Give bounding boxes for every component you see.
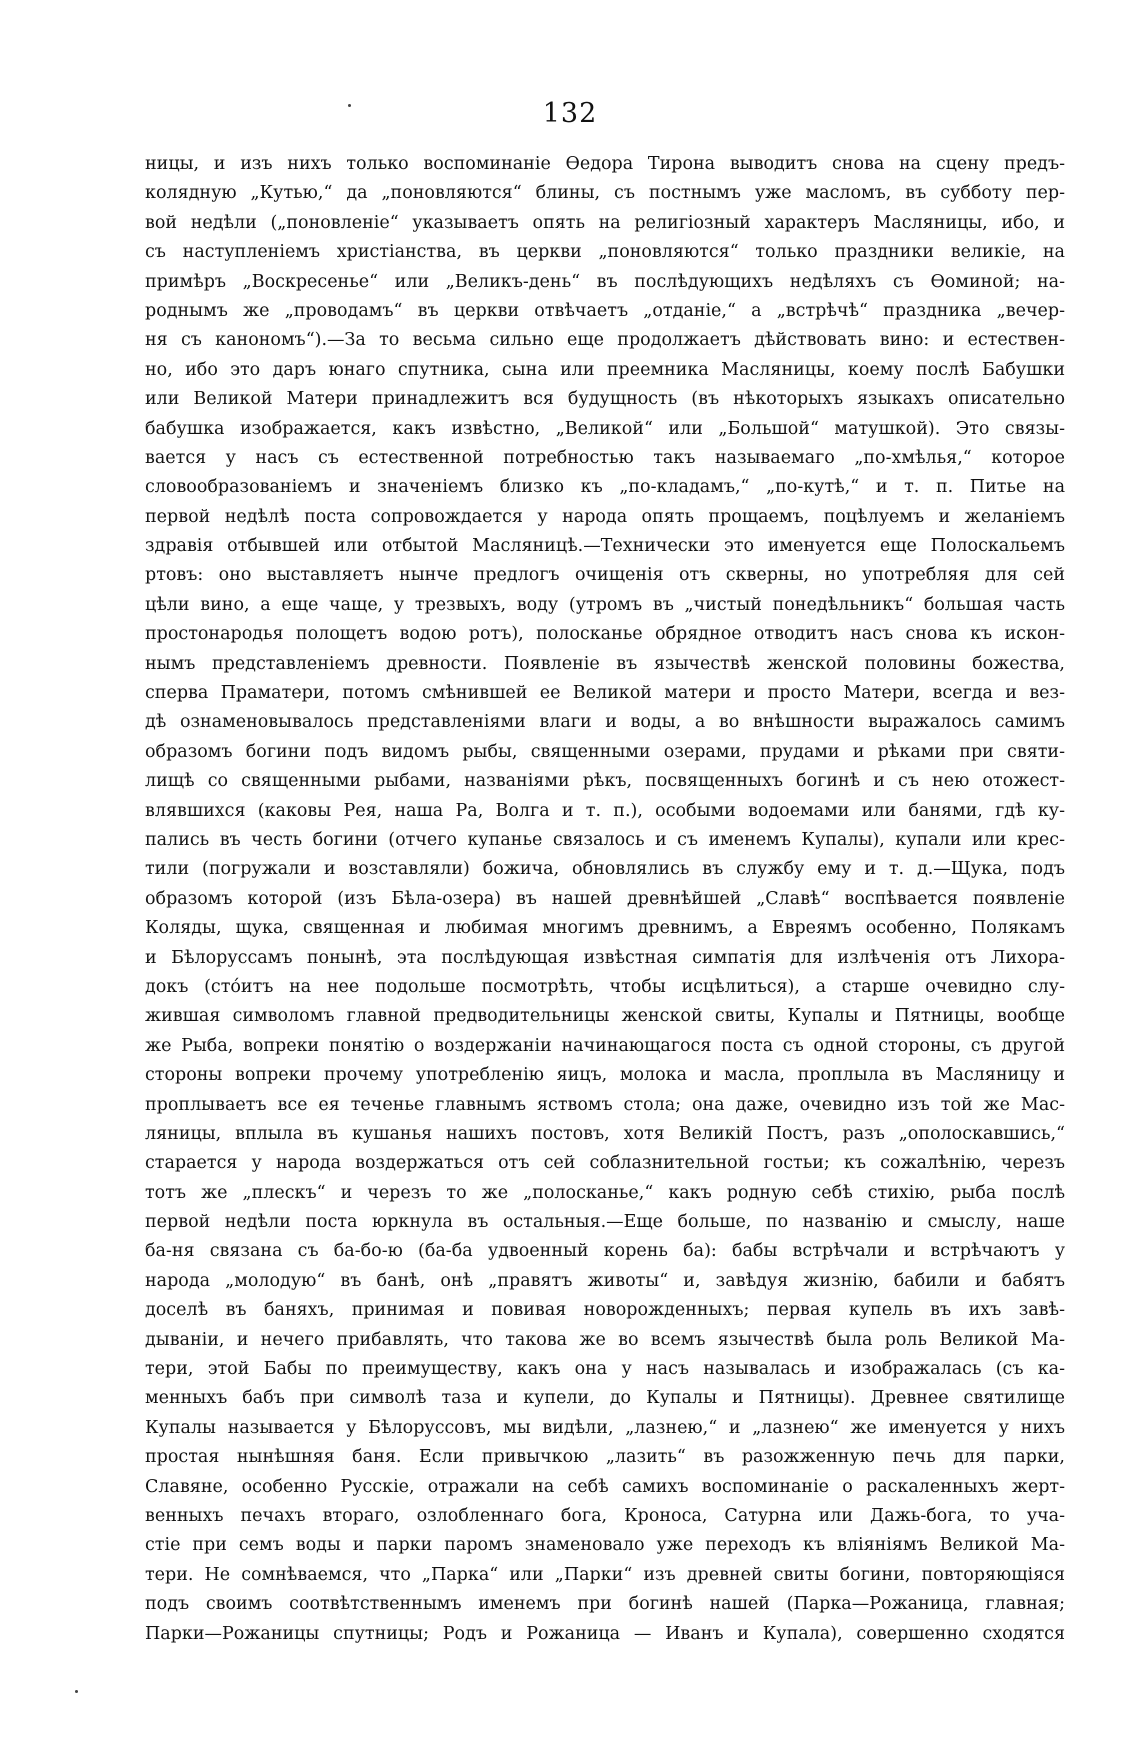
text-line: Коляды, щука, священная и любимая многимъ древнимъ, а Евреямъ особенно, Полякамъ [145,918,1065,939]
text-line: съ наступленіемъ христіанства, въ церкви „поновляются“ только праздники великіе, на [145,242,1065,263]
text-line: цѣли вино, а еще чаще, у трезвыхъ, воду (утромъ въ „чистый понедѣльникъ“ большая часть [145,594,1065,615]
text-line: старается у народа воздержаться отъ сей соблазнительной гостьи; къ сожалѣнію, черезъ [145,1153,1065,1174]
text-line: проплываетъ все ея теченье главнымъ яствомъ стола; она даже, очевидно изъ той же Мас- [145,1094,1065,1115]
text-line: вой недѣли („поновленіе“ указываетъ опять на религіозный характеръ Масляницы, ибо, и [145,212,1065,233]
text-line: подъ своимъ соотвѣтственнымъ именемъ при богинѣ нашей (Парка—Рожаница, главная; [145,1594,1065,1615]
scan-speck [75,1690,78,1693]
text-line: же Рыба, вопреки понятію о воздержаніи начинающагося поста съ одной стороны, съ другой [145,1035,1065,1056]
page-number: 132 [542,98,598,129]
text-line: примѣръ „Воскресенье“ или „Великъ-день“ въ послѣдующихъ недѣляхъ съ Ѳоминой; на- [145,271,1065,292]
text-line: Купалы называется у Бѣлоруссовъ, мы видѣли, „лазнею,“ и „лазнею“ же именуется у нихъ [145,1417,1065,1438]
text-line: тили (погружали и возставляли) божича, обновлялись въ службу ему и т. д.—Щука, подъ [145,859,1065,880]
text-line: тотъ же „плескъ“ и черезъ то же „полосканье,“ какъ родную себѣ стихію, рыба послѣ [145,1182,1065,1203]
text-line: колядную „Кутью,“ да „поновляются“ блины, съ постнымъ уже масломъ, въ субботу пер- [145,183,1065,204]
text-line: пались въ честь богини (отчего купанье связалось и съ именемъ Купалы), купали или крес- [145,829,1065,850]
text-line: лищѣ со священными рыбами, названіями рѣкъ, посвященныхъ богинѣ и съ нею отожест- [145,771,1065,792]
text-line: ба-ня связана съ ба-бо-ю (ба-ба удвоенный корень ба): бабы встрѣчали и встрѣчаютъ у [145,1241,1065,1262]
text-line: первой недѣлѣ поста сопровождается у народа опять прощаемъ, поцѣлуемъ и желаніемъ [145,506,1065,527]
text-line: влявшихся (каковы Рея, наша Ра, Волга и т. п.), особыми водоемами или банями, гдѣ ку- [145,800,1065,821]
text-line: первой недѣли поста юркнула въ остальныя.—Еще больше, по названію и смыслу, наше [145,1212,1065,1233]
text-line: ня съ канономъ“).—За то весьма сильно еще продолжаетъ дѣйствовать вино: и естествен- [145,330,1065,351]
text-line: простонародья полощетъ водою ротъ), полосканье обрядное отводитъ насъ снова къ искон- [145,624,1065,645]
text-line: Славяне, особенно Русскіе, отражали на себѣ самихъ воспоминаніе о раскаленныхъ жерт- [145,1476,1065,1497]
text-line: ртовъ: оно выставляетъ нынче предлогъ очищенія отъ скверны, но употребляя для сей [145,565,1065,586]
text-line: венныхъ печахъ втораго, озлобленнаго бога, Кроноса, Сатурна или Дажь-бога, то уча- [145,1505,1065,1526]
text-line: доселѣ въ баняхъ, принимая и повивая новорожденныхъ; первая купель въ ихъ завѣ- [145,1300,1065,1321]
text-line: тери, этой Бабы по преимуществу, какъ она у насъ называлась и изображалась (съ ка- [145,1359,1065,1380]
text-line: стороны вопреки прочему употребленію яицъ, молока и масла, проплыла въ Масляницу и [145,1065,1065,1086]
text-line: ляницы, вплыла въ кушанья нашихъ постовъ, хотя Великій Постъ, разъ „ополоскавшись,“ [145,1123,1065,1144]
text-line: дѣ ознаменовывалось представленіями влаги и воды, а во внѣшности выражалось самимъ [145,712,1065,733]
text-line: тери. Не сомнѣваемся, что „Парка“ или „Парки“ изъ древней свиты богини, повторяющіяся [145,1564,1065,1585]
text-line: стіе при семъ воды и парки паромъ знаменовало уже переходъ къ вліяніямъ Великой Ма- [145,1535,1065,1556]
text-line: Парки—Рожаницы спутницы; Родъ и Рожаница — Иванъ и Купала), совершенно сходятся [145,1623,1065,1644]
body-text [145,150,1065,1649]
text-line: народа „молодую“ въ банѣ, онѣ „правятъ животы“ и, завѣдуя жизнію, бабили и бабятъ [145,1270,1065,1291]
scan-speck [348,104,351,107]
text-line: роднымъ же „проводамъ“ въ церкви отвѣчаетъ „отданіе,“ а „встрѣчѣ“ праздника „вечер- [145,300,1065,321]
text-line: простая нынѣшняя баня. Если привычкою „лазить“ въ разожженную печь для парки, [145,1447,1065,1468]
text-line: дываніи, и нечего прибавлять, что такова же во всемъ язычествѣ была роль Великой Ма- [145,1329,1065,1350]
text-line: менныхъ бабъ при символѣ таза и купели, до Купалы и Пятницы). Древнее святилище [145,1388,1065,1409]
text-line: или Великой Матери принадлежитъ вся будущность (въ нѣкоторыхъ языкахъ описательно [145,389,1065,410]
text-line: образомъ которой (изъ Бѣла-озера) въ нашей древнѣйшей „Славѣ“ воспѣвается появленіе [145,888,1065,909]
text-line: и Бѣлоруссамъ понынѣ, эта послѣдующая извѣстная симпатія для излѣченія отъ Лихора- [145,947,1065,968]
text-line: здравія отбывшей или отбытой Масляницѣ.—Технически это именуется еще Полоскальемъ [145,536,1065,557]
text-line: словообразованіемъ и значеніемъ близко къ „по-кладамъ,“ „по-кутѣ,“ и т. п. Питье на [145,477,1065,498]
text-line: ницы, и изъ нихъ только воспоминаніе Ѳедора Тирона выводитъ снова на сцену предъ- [145,154,1065,174]
text-line: бабушка изображается, какъ извѣстно, „Великой“ или „Большой“ матушкой). Это связы- [145,418,1065,439]
text-line: нымъ представленіемъ древности. Появленіе въ язычествѣ женской половины божества, [145,653,1065,674]
text-line: сперва Праматери, потомъ смѣнившей ее Великой матери и просто Матери, всегда и вез- [145,683,1065,704]
text-line: жившая символомъ главной предводительницы женской свиты, Купалы и Пятницы, вообще [145,1006,1065,1027]
text-line: но, ибо это даръ юнаго спутника, сына или преемника Масляницы, коему послѣ Бабушки [145,359,1065,380]
text-line: образомъ богини подъ видомъ рыбы, священными озерами, прудами и рѣками при святи- [145,741,1065,762]
text-line: докъ (стóитъ на нее подольше посмотрѣть, чтобы исцѣлиться), а старше очевидно слу- [145,976,1065,997]
text-line: вается у насъ съ естественной потребностью такъ называемаго „по-хмѣлья,“ которое [145,447,1065,468]
